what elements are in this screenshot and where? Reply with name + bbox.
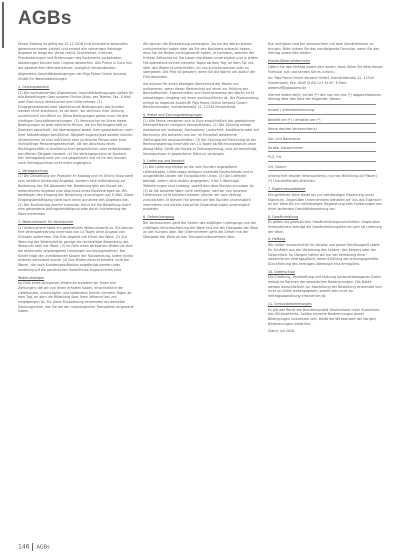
terms-heading: Allgemeine Geschäftsbedingungen der Pajo Pomo Online Versand GmbH für Warenbestellungen xyxy=(18,72,127,82)
section-text: Es gilt das Recht der Bundesrepublik Deutschland unter Ausschluss des UN-Kaufrechts. Sollten einzelne Bestimmungen dieser Bedingungen unwirksam sein, bleibt die Wirksamkeit der übrigen Bestimmungen unberührt. xyxy=(268,307,380,326)
form-declaration: Hiermit widerrufe(n) ich/wir (*) den von mir/uns (*) abgeschlossenen Vertrag über den Kauf der folgenden Waren: xyxy=(268,92,382,102)
section-text: Die gelieferte Ware bleibt bis zur vollständigen Bezahlung unser Eigentum. Gegenüber Unternehmern behalten wir uns das Eigentum an der Ware bis zur vollständigen Begleichung aller Forderungen aus einer laufenden Geschäftsbeziehung vor. xyxy=(268,192,382,211)
column-2 xyxy=(143,42,259,242)
section-text: Es gelten die gesetzlichen Gewährleistungsvorschriften. Gegenüber Unternehmern beträgt die Gewährleistungsfrist ein Jahr ab Lieferung der Ware. xyxy=(268,220,382,234)
section-heading: 3. Widerrufsrecht für Verbraucher xyxy=(18,219,74,224)
section-text: Sie müssen für einen etwaigen Wertverlust der Waren nur aufkommen, wenn dieser Wertverlust auf einen zur Prüfung der Beschaffenheit, Eigenschaften und Funktionsweise der Waren nicht notwendigen Umgang mit ihnen zurückzuführen ist. Die Rücksendung erfolgt an folgende Anschrift: Pajo Pomo Online Versand GmbH, Rücksendungen, Industriestraße 12, 12345 Musterstadt. xyxy=(143,81,259,110)
section-text: (1) Die Darstellung der Produkte im Katalog und im Online-Shop stellt kein rechtlich bindendes Angebot, sondern eine Aufforderung zur Bestellung dar. Mit Absenden der Bestellung gibt der Kunde ein verbindliches Angebot zum Abschluss eines Kaufvertrages ab. Wir bestätigen den Eingang der Bestellung unverzüglich per E-Mail. Diese Eingangsbestätigung stellt noch keine Annahme des Angebots dar. (2) Der Kaufvertrag kommt zustande, wenn wir die Bestellung durch eine gesonderte Auftragsbestätigung oder durch Auslieferung der Ware annehmen. xyxy=(18,174,134,217)
form-recipient: An: Pajo Pomo Online Versand GmbH, Industriestraße 12, 12345 Musterstadt, Fax: 0049 (0)40 123 45 67, E-Mail: widerruf@pajopomo.de xyxy=(268,76,374,90)
form-field-label: Name des/der Verbraucher(s) xyxy=(268,127,317,132)
column-1 xyxy=(18,42,134,316)
form-field-label: Vor- und Nachname xyxy=(268,136,301,141)
section-heading: 4. Preise und Zahlungsbedingungen xyxy=(143,113,203,118)
section-heading: 2. Vertragsschluss xyxy=(18,168,49,173)
section-heading: 7. Eigentumsvorbehalt xyxy=(268,187,306,192)
form-field-label: Straße, Hausnummer xyxy=(268,146,304,151)
section-heading: 10. Datenschutz xyxy=(268,269,295,274)
section-heading: 1. Geltungsbereich xyxy=(18,84,50,89)
form-field-label: Anzahl / Artikelbezeichnung xyxy=(268,108,314,113)
form-field-label: PLZ, Ort xyxy=(268,155,282,160)
margin-bar xyxy=(2,2,4,48)
intro-text: Dieser Katalog ist gültig bis 31.12.2016 (mit Ausnahme besonders gekennzeichneter Artikel) und ersetzt alle vorherigen Kataloge. Angebot so lange der Vorrat reicht. Druckfehler, Irrtümer, Preisänderungen und Änderungen des Sortiments vorbehalten. Abbildungen können vom Original abweichen. Alle Preise in Euro inkl. der gesetzlichen Mehrwertsteuer, zuzüglich Versandkosten. xyxy=(18,42,133,70)
form-field-label: Bestellt am (*) / erhalten am (*) xyxy=(268,117,321,122)
form-line xyxy=(268,123,376,124)
section-heading: 5. Lieferung und Versand xyxy=(143,159,185,164)
section-text: Im Falle eines wirksamen Widerrufs erstatten wir Ihnen alle Zahlungen, die wir von Ihnen erhalten haben, einschließlich der Lieferkosten, unverzüglich und spätestens binnen vierzehn Tagen ab dem Tag, an dem die Mitteilung über Ihren Widerruf bei uns eingegangen ist. Für diese Rückzahlung verwenden wir dasselbe Zahlungsmittel, das Sie bei der ursprünglichen Transaktion eingesetzt haben. xyxy=(18,281,134,314)
subsection-heading: Widerrufsfolgen xyxy=(18,275,45,280)
section-text: Nur verfügbar sind bei Verbrauchern mit dem Sendeformular zu bringen. Bitte nutzen Sie das nachfolgende Formular, wenn Sie den Vertrag widerrufen wollen. xyxy=(268,42,380,56)
page-number: 146 xyxy=(18,543,30,551)
section-text: (1) Die nachstehenden Allgemeinen Geschäftsbedingungen gelten für alle Bestellungen über unseren Online-Shop, per Telefon, Fax, E-Mail oder Post durch Verbraucher und Unternehmer. (2) Entgegenstehende oder abweichende Bedingungen des Kunden werden nicht anerkannt, es sei denn, wir stimmen ihrer Geltung ausdrücklich schriftlich zu. Diese Bedingungen gelten auch für alle künftigen Geschäftsbeziehungen. (3) Verbraucher im Sinne dieser Bedingungen ist jede natürliche Person, die ein Rechtsgeschäft zu Zwecken abschließt, die überwiegend weder ihrer gewerblichen noch ihrer selbständigen beruflichen Tätigkeit zugerechnet werden können. Unternehmer ist eine natürliche oder juristische Person oder eine rechtsfähige Personengesellschaft, die bei Abschluss eines Rechtsgeschäfts in Ausübung ihrer gewerblichen oder selbständigen beruflichen Tätigkeit handelt. (4) Die Vertragssprache ist Deutsch. Der Vertragstext wird von uns gespeichert und ist für den Kunden nach Vertragsschluss nicht mehr zugänglich. xyxy=(18,90,134,166)
section-text: Wir können die Rückzahlung verweigern, bis wir die Waren wieder zurückerhalten haben oder bis Sie den Nachweis erbracht haben, dass Sie die Waren zurückgesandt haben, je nachdem, welches der frühere Zeitpunkt ist. Sie haben die Waren unverzüglich und in jedem Fall spätestens binnen vierzehn Tagen ab dem Tag, an dem Sie uns über den Widerruf unterrichten, an uns zurückzusenden oder zu übergeben. Die Frist ist gewahrt, wenn Sie die Waren vor Ablauf der Frist absenden. xyxy=(143,42,259,79)
footer-title: AGBs xyxy=(36,544,50,551)
form-line xyxy=(268,170,376,171)
form-field-label: Ort, Datum xyxy=(268,164,287,169)
form-line xyxy=(268,132,376,133)
page-title: AGBs xyxy=(18,8,72,29)
form-heading: Muster-Widerrufsformular xyxy=(268,59,311,64)
form-line xyxy=(268,104,376,105)
page-footer xyxy=(18,543,50,551)
section-text: (1) Verbrauchern steht ein gesetzliches Widerrufsrecht zu. Sie können Ihre Vertragserklärung innerhalb von 14 Tagen ohne Angabe von Gründen widerrufen. Die Frist beginnt mit Erhalt der Ware. (2) Zur Wahrung der Widerrufsfrist genügt die rechtzeitige Absendung des Widerrufs oder der Ware. (3) Im Falle eines wirksamen Widerrufs sind die beiderseits empfangenen Leistungen zurückzugewähren. Der Kunde trägt die unmittelbaren Kosten der Rücksendung, sofern nichts anderes vereinbart wurde. (4) Das Widerrufsrecht besteht nicht bei Waren, die nach Kundenspezifikation angefertigt werden oder eindeutig auf die persönlichen Bedürfnisse zugeschnitten sind. xyxy=(18,225,134,272)
form-intro: (Wenn Sie den Vertrag widerrufen wollen, dann füllen Sie bitte dieses Formular aus und senden Sie es zurück.) xyxy=(268,64,383,74)
section-text: Die Erhebung, Verarbeitung und Nutzung personenbezogener Daten erfolgt im Rahmen der gesetzlichen Bestimmungen. Die Daten werden ausschließlich zur Abwicklung der Bestellung verwendet und nicht an Dritte weitergegeben, soweit dies nicht zur Vertragsabwicklung erforderlich ist. xyxy=(268,275,382,299)
form-note: (*) Unzutreffendes streichen. xyxy=(268,179,316,184)
form-line xyxy=(268,114,376,115)
form-line xyxy=(268,151,376,152)
footer-divider xyxy=(32,543,33,551)
section-heading: 9. Haftung xyxy=(268,237,286,242)
form-field-label: Unterschrift des/der Verbraucher(s) (nur bei Mitteilung auf Papier) xyxy=(268,174,377,179)
section-heading: 8. Gewährleistung xyxy=(268,214,299,219)
form-line xyxy=(268,142,376,143)
form-line xyxy=(268,161,376,162)
column-3 xyxy=(268,42,384,335)
date-text: Stand: Juli 2016 xyxy=(268,328,295,333)
section-text: Wir haften unbeschränkt für Vorsatz und grobe Fahrlässigkeit sowie für Schäden aus der Verletzung des Lebens, des Körpers oder der Gesundheit. Im Übrigen haften wir nur bei Verletzung einer wesentlichen Vertragspflicht, deren Erfüllung die ordnungsgemäße Durchführung des Vertrages überhaupt erst ermöglicht. xyxy=(268,243,380,266)
section-heading: 11. Schlussbestimmungen xyxy=(268,301,312,306)
section-text: Bei Verbrauchern geht die Gefahr des zufälligen Untergangs und der zufälligen Verschlechterung der Ware erst mit der Übergabe der Ware an den Kunden über. Bei Unternehmern geht die Gefahr mit der Übergabe der Ware an das Transportunternehmen über. xyxy=(143,220,259,239)
section-text: (1) Die Lieferung erfolgt an die vom Kunden angegebene Lieferadresse. Lieferungen erfolgen innerhalb Deutschlands und in ausgewählte Länder der Europäischen Union. (2) Die Lieferzeit beträgt, sofern nicht anders angegeben, 3 bis 5 Werktage. Teillieferungen sind zulässig, soweit dies dem Kunden zumutbar ist. (3) Ist die bestellte Ware nicht verfügbar, weil wir von unserem Lieferanten nicht beliefert werden, können wir vom Vertrag zurücktreten. In diesem Fall werden wir den Kunden unverzüglich informieren und bereits erbrachte Gegenleistungen unverzüglich erstatten. xyxy=(143,165,255,212)
section-heading: 6. Gefahrübergang xyxy=(143,215,175,220)
section-text: (1) Alle Preise verstehen sich in Euro einschließlich der gesetzlichen Mehrwertsteuer zuzüglich Versandkosten. (2) Die Zahlung erfolgt wahlweise per Vorkasse, Nachnahme, Lastschrift, Kreditkarte oder auf Rechnung. Wir behalten uns vor, im Einzelfall bestimmte Zahlungsarten auszuschließen. (3) Bei Zahlung auf Rechnung ist der Rechnungsbetrag innerhalb von 14 Tagen ab Rechnungsdatum ohne Abzug fällig. Gerät der Kunde in Zahlungsverzug, sind wir berechtigt, Verzugszinsen in gesetzlicher Höhe zu verlangen. xyxy=(143,118,259,156)
